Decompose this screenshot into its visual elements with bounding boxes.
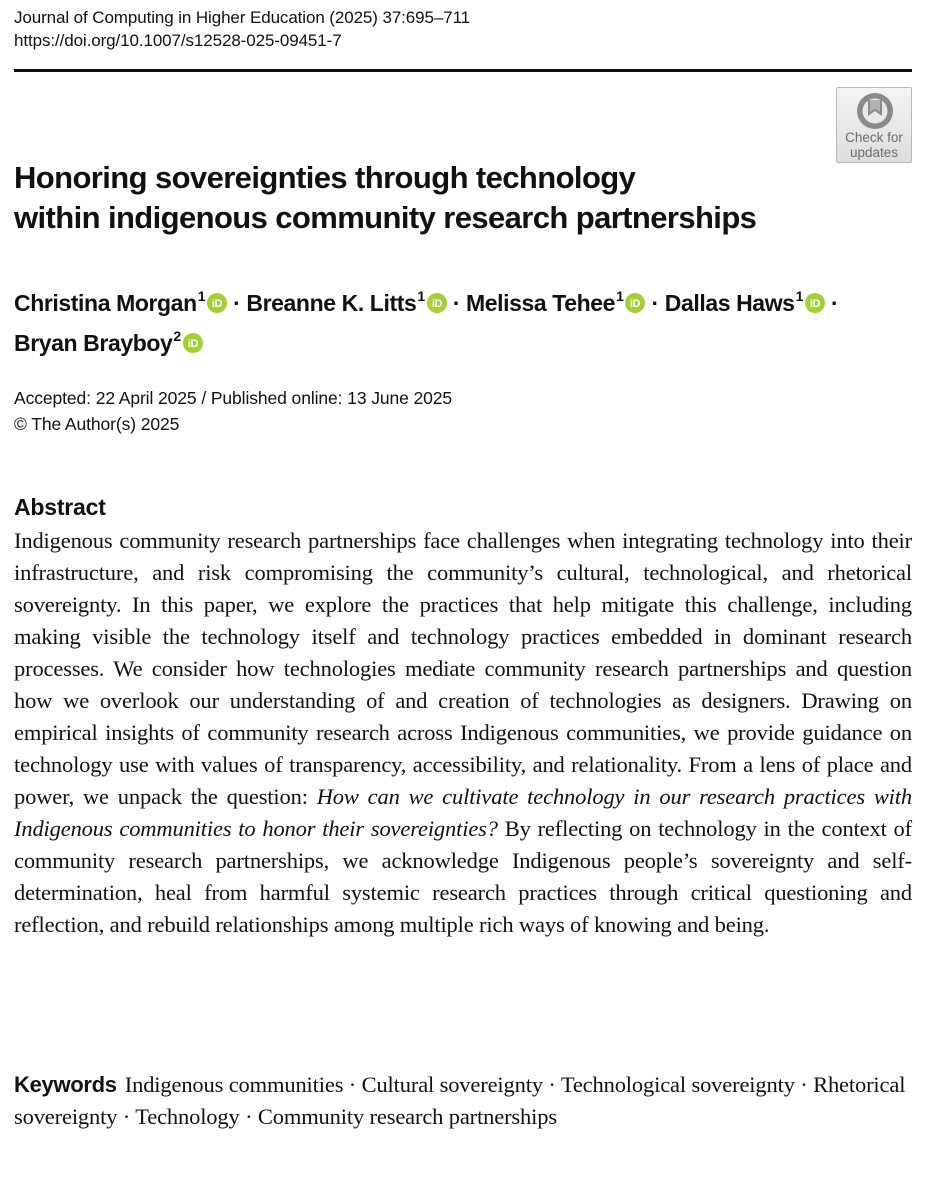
author-affiliation: 1: [616, 288, 624, 304]
author-name[interactable]: Melissa Tehee: [466, 290, 616, 316]
author-name[interactable]: Christina Morgan: [14, 290, 197, 316]
abstract-text-part: By reflecting on technology in the context of community research partnerships, we acknowledge Indigenous people’s sovereignty and self-determination, heal from harmful systemic research practices through critical questioning and reflection, and rebuild relationships among multiple rich ways of knowing and being.: [14, 816, 912, 937]
orcid-icon[interactable]: [183, 333, 203, 353]
check-for-updates-badge[interactable]: [836, 87, 912, 163]
author: [665, 290, 825, 316]
accepted-published-dates: Accepted: 22 April 2025 / Published online: 13 June 2025: [14, 388, 453, 408]
research-question: How can we cultivate technology in our research practices with Indigenous communities to honor their sovereignties?: [14, 784, 912, 841]
author: [14, 290, 227, 316]
orcid-icon[interactable]: [625, 293, 645, 313]
svg-text:iD: iD: [809, 298, 821, 310]
svg-text:iD: iD: [212, 298, 223, 310]
article-title: Honoring sovereignties through technology within indigenous community research partnerships: [14, 160, 757, 235]
orcid-icon[interactable]: [805, 293, 825, 313]
copyright-notice: © The Author(s) 2025: [14, 414, 180, 434]
author-name[interactable]: Bryan Brayboy: [14, 330, 173, 356]
author-name[interactable]: Dallas Haws: [664, 290, 795, 316]
author-separator: ·: [452, 290, 461, 316]
svg-text:iD: iD: [187, 338, 198, 350]
doi-link[interactable]: https://doi.org/10.1007/s12528-025-09451-7: [14, 31, 342, 50]
keywords-label: Keywords: [14, 1072, 117, 1097]
abstract-heading: Abstract: [14, 494, 106, 520]
keywords: [14, 1069, 912, 1133]
svg-text:iD: iD: [431, 298, 442, 310]
author-affiliation: 2: [173, 328, 181, 344]
crossmark-icon: [855, 91, 895, 131]
author-list: [14, 280, 914, 360]
keywords-list: Indigenous communities · Cultural sovereignty · Technological sovereignty · Rhetorical sovereignty · Technology · Community research partnerships: [14, 1072, 906, 1129]
svg-text:iD: iD: [630, 298, 641, 310]
orcid-icon[interactable]: [427, 293, 447, 313]
author: [246, 290, 446, 316]
journal-header: [14, 6, 470, 52]
author: [14, 330, 203, 356]
author-separator: ·: [830, 290, 839, 316]
check-for-updates-label: Check for updates: [845, 130, 903, 160]
author-affiliation: 1: [417, 288, 425, 304]
publication-dates: [14, 385, 452, 437]
author-name[interactable]: Breanne K. Litts: [246, 290, 417, 316]
author-separator: ·: [651, 290, 659, 316]
author: [466, 290, 645, 316]
author-affiliation: 1: [795, 288, 803, 304]
orcid-icon[interactable]: [207, 293, 227, 313]
header-rule: [14, 69, 912, 72]
author-affiliation: 1: [197, 288, 206, 304]
abstract-text-part: Indigenous community research partnerships face challenges when integrating technology into their infrastructure, and risk compromising the community’s cultural, technological, and rhetorical sovereignty. In this paper, we explore the practices that help mitigate this challenge, including making visible the technology itself and technology practices embedded in dominant research processes. We consider how technologies mediate community research partnerships and question how we overlook our understanding of and creation of technologies as designers. Drawing on empirical insights of community research across Indigenous communities, we provide guidance on technology use with values of transparency, accessibility, and relationality. From a lens of place and power, we unpack the question:: [14, 528, 912, 809]
abstract-body: [14, 525, 912, 941]
journal-citation: Journal of Computing in Higher Education (2025) 37:695–711: [14, 8, 471, 27]
author-separator: ·: [233, 290, 241, 316]
